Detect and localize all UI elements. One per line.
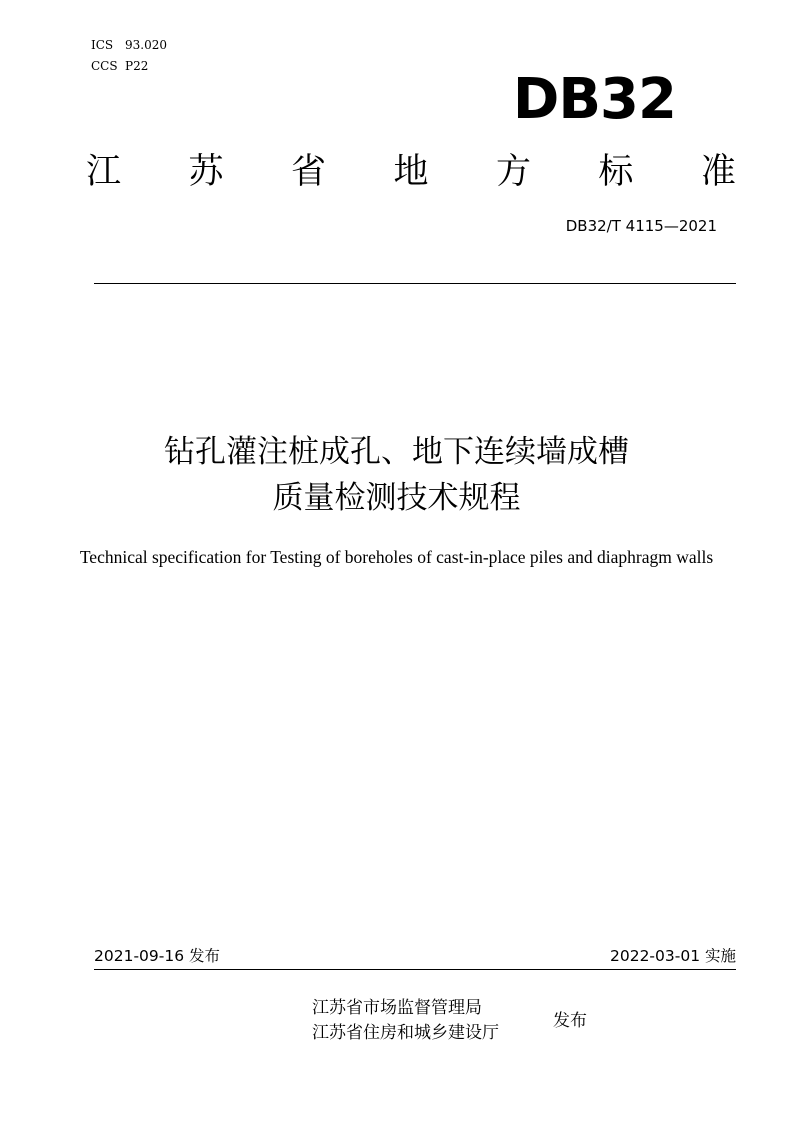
standard-category-char: 标 (598, 152, 634, 192)
standard-category-char: 江 (86, 152, 122, 192)
title-english: Technical specification for Testing of boreholes of cast-in-place piles and diaphragm walls (79, 547, 714, 567)
standard-category-char: 方 (495, 152, 531, 192)
ics-code: 93.020 (125, 38, 167, 52)
standard-category-char: 苏 (188, 152, 224, 192)
standard-category-char: 准 (700, 152, 736, 192)
ics-classification (91, 38, 167, 52)
issue-verb: 发布 (553, 1011, 587, 1031)
issue-date: 2021-09-16 发布 (94, 947, 221, 965)
issuer-housing-construction: 江苏省住房和城乡建设厅 (312, 1023, 499, 1043)
title-chinese-line-2: 质量检测技术规程 (272, 480, 521, 516)
top-divider (94, 283, 736, 284)
standard-category-char: 地 (393, 152, 429, 192)
ccs-code: P22 (125, 59, 149, 73)
standard-category-char: 省 (290, 152, 326, 192)
ics-label: ICS (91, 38, 114, 52)
standard-category (86, 148, 736, 196)
issuer-market-regulation: 江苏省市场监督管理局 (312, 998, 482, 1018)
ccs-label: CCS (91, 59, 118, 73)
effective-date: 2022-03-01 实施 (609, 947, 736, 965)
bottom-divider (94, 969, 736, 970)
ccs-classification (91, 59, 148, 73)
title-chinese-line-1: 钻孔灌注桩成孔、地下连续墙成槽 (164, 434, 629, 470)
db-code-mark: DB32 (512, 67, 676, 132)
standard-number: DB32/T 4115—2021 (565, 217, 717, 235)
